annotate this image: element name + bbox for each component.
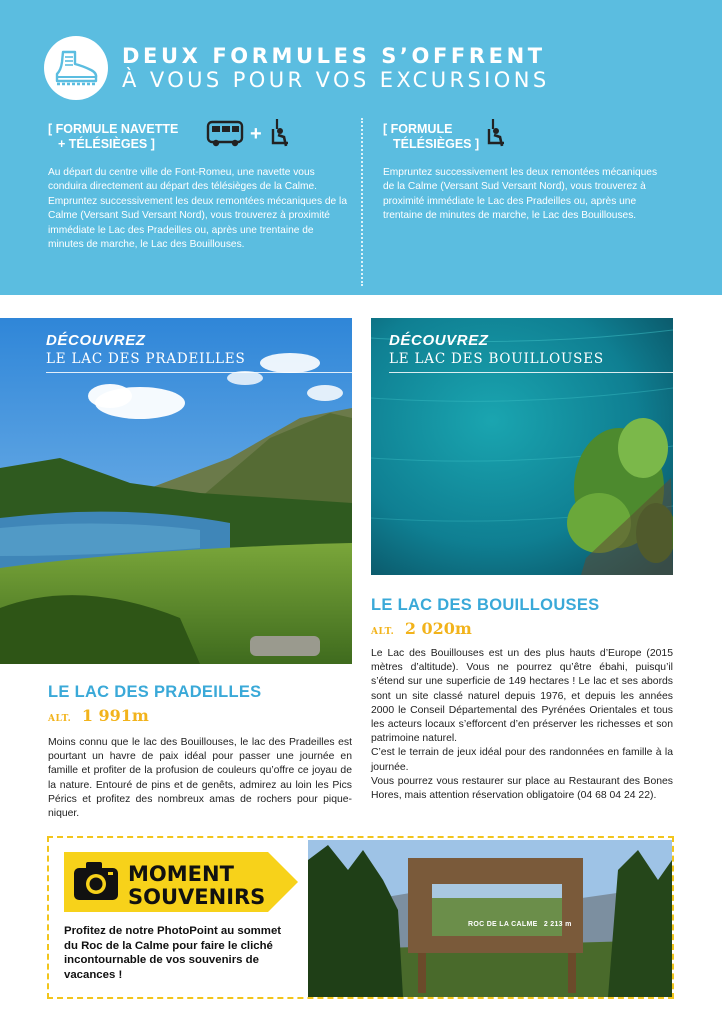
column-divider	[361, 118, 363, 286]
bus-icon	[206, 119, 244, 149]
badge-line2: SOUVENIRS	[128, 885, 266, 909]
formule-navette-text: Au départ du centre ville de Font-Romeu, une navette vous conduira directement au départ des télésièges de la Calme. Empruntez successivement les deux remontées mécaniques de la Calme (Versant Sud Versant Nord), vous trouverez à proximité immédiate le Lac des Pradeilles ou, après une trentaine de minutes de marche, le Lac des Bouillouses.	[48, 167, 347, 251]
formule-navette-heading-line1: [ FORMULE NAVETTE	[48, 122, 179, 136]
badge-line1: MOMENT	[128, 862, 234, 886]
bouillouses-altitude	[371, 619, 472, 638]
photopoint-text: Profitez de notre PhotoPoint au sommet du Roc de la Calme pour faire le cliché incontournable de vos souvenirs de vacances !	[64, 925, 282, 981]
bouillouses-caption	[389, 332, 673, 373]
formule-telesieges-heading-line1: [ FORMULE	[383, 122, 453, 136]
chairlift-icon	[484, 119, 508, 149]
bouillouses-caption-title: LE LAC DES BOUILLOUSES	[389, 351, 604, 367]
page-subtitle: À VOUS POUR VOS EXCURSIONS	[122, 68, 550, 92]
page-title: DEUX FORMULES S’OFFRENT	[122, 44, 546, 68]
formule-navette-icons	[206, 119, 292, 149]
bouillouses-text-p2: C’est le terrain de jeux idéal pour des randonnées en famille à la journée.	[371, 747, 673, 773]
pradeilles-caption-kicker: DÉCOUVREZ	[46, 332, 146, 349]
bouillouses-caption-kicker: DÉCOUVREZ	[389, 332, 489, 349]
bouillouses-caption-rule	[389, 372, 673, 373]
bouillouses-text-p1: Le Lac des Bouillouses est un des plus hauts d’Europe (2015 mètres d’altitude). Vous ne pourrez qu’être ébahi, puisqu’il s’étend sur une superficie de 149 hectares ! Le lac et ses abords sont un site classé naturel depuis 1976, et depuis les années 2000 le Conseil Départemental des Pyrénées Orientales et tous les acteurs locaux s’efforcent d’en préserver les richesses et son patrimoine naturel.	[371, 648, 673, 745]
pradeilles-title: LE LAC DES PRADEILLES	[48, 683, 262, 701]
hiking-boot-icon	[53, 48, 99, 88]
bouillouses-text	[371, 647, 673, 803]
formule-telesieges-heading	[383, 122, 479, 152]
bouillouses-text-p3: Vous pourrez vous restaurer sur place au Restaurant des Bones Hores, mais attention réservation obligatoire (04 68 04 24 22).	[371, 775, 673, 802]
bouillouses-alt-label: ALT.	[371, 627, 395, 637]
moment-souvenirs-badge	[64, 852, 298, 912]
bouillouses-photo	[371, 318, 673, 575]
photopoint-photo	[308, 840, 672, 997]
bouillouses-alt-value: 2 020m	[404, 619, 472, 638]
photopoint-illustration	[308, 840, 672, 997]
formule-telesieges-icons	[484, 119, 508, 149]
pradeilles-alt-value: 1 991m	[81, 706, 149, 725]
formule-navette-heading-line2: + TÉLÉSIÈGES ]	[58, 137, 155, 151]
formule-telesieges-text: Empruntez successivement les deux remontées mécaniques de la Calme (Versant Sud Versant Nord), vous trouverez à proximité immédiate le Lac des Pradeilles ou, après une trentaine de minutes de marche, le Lac des Bouillouses.	[383, 167, 658, 222]
pradeilles-caption	[46, 332, 352, 373]
sign-label-name: ROC DE LA CALME	[468, 921, 538, 928]
formule-telesieges-heading-line2: TÉLÉSIÈGES ]	[393, 137, 480, 151]
pradeilles-caption-title: LE LAC DES PRADEILLES	[46, 351, 246, 367]
bouillouses-title: LE LAC DES BOUILLOUSES	[371, 596, 600, 614]
pradeilles-caption-rule	[46, 372, 352, 373]
sign-label	[468, 921, 572, 928]
sign-label-alt: 2 213 m	[543, 921, 572, 928]
plus-sign: +	[250, 122, 262, 145]
pradeilles-text: Moins connu que le lac des Bouillouses, le lac des Pradeilles est pourtant un havre de paix idéal pour passer une journée en famille et profiter de la profusion de couleurs qu’offre ce joyau de la nature. Entouré de pins et de genêts, admirez au loin les Pics Pérics et profitez des nombreux amas de rochers pour pique-niquer.	[48, 737, 352, 820]
chairlift-icon	[268, 119, 292, 149]
formule-navette-heading	[48, 122, 178, 152]
pradeilles-altitude	[48, 706, 149, 725]
pradeilles-alt-label: ALT.	[48, 714, 72, 724]
pradeilles-photo	[0, 318, 352, 664]
boot-badge	[44, 36, 108, 100]
